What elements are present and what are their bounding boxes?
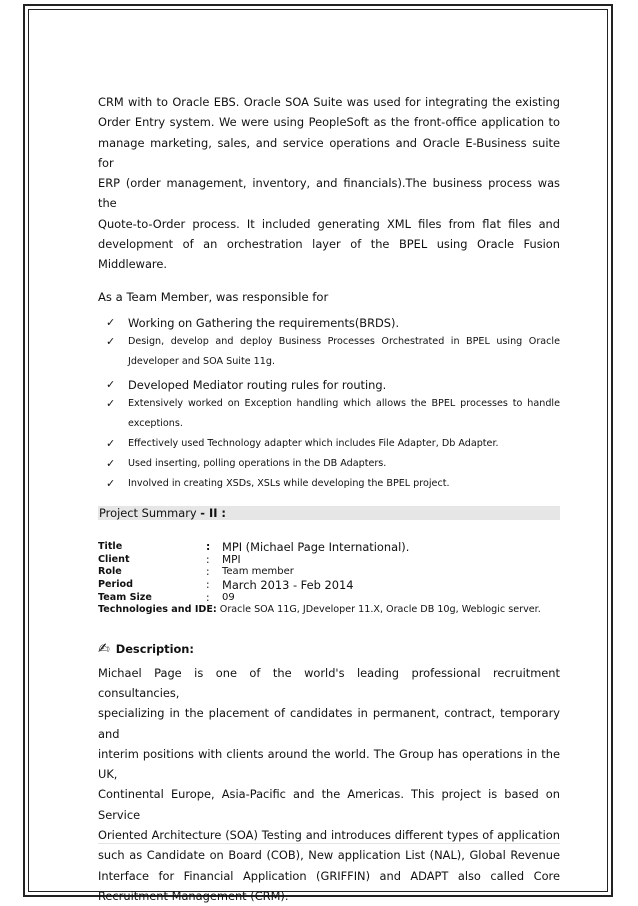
technologies-value: Oracle SOA 11G, JDeveloper 11.X, Oracle DB 10g, Weblogic server. <box>216 603 541 615</box>
client-label: Client <box>98 554 130 566</box>
text-line: Oriented Architecture (SOA) Testing and introduces different types of application <box>98 828 560 843</box>
checkmark-icon: ✓ <box>106 436 116 450</box>
colon: : <box>206 591 210 604</box>
text-line: Continental Europe, Asia-Pacific and the Americas. This project is based on Service <box>98 787 560 822</box>
responsibility-list <box>98 314 560 494</box>
title-label: Title <box>98 541 123 553</box>
text-line: specializing in the placement of candidates in permanent, contract, temporary and <box>98 706 560 741</box>
text-line: such as Candidate on Board (COB), New application List (NAL), Global Revenue <box>98 848 560 863</box>
project-summary-heading <box>98 506 560 520</box>
list-item <box>106 376 560 394</box>
page-content <box>98 92 560 906</box>
technologies-label: Technologies and IDE: <box>98 603 217 615</box>
text-line: manage marketing, sales, and service operations and Oracle E-Business suite for <box>98 135 560 170</box>
list-item <box>106 454 560 474</box>
project-info-table <box>98 540 409 604</box>
list-item <box>106 332 560 372</box>
period-label: Period <box>98 579 134 591</box>
footer-divider <box>98 843 560 844</box>
colon: : <box>206 565 210 578</box>
text-line: Order Entry system. We were using PeopleSoft as the front-office application to <box>98 115 560 130</box>
description-heading-text: Description: <box>115 641 194 656</box>
summary-label: Project Summary <box>99 505 201 520</box>
info-row-title <box>98 540 409 554</box>
team-size-label: Team Size <box>98 592 152 604</box>
checkmark-icon: ✓ <box>106 456 116 470</box>
text-line: CRM with to Oracle EBS. Oracle SOA Suite was used for integrating the existing <box>98 95 560 109</box>
text-line: development of an orchestration layer of the BPEL using Oracle Fusion Middleware. <box>98 237 560 272</box>
list-item-text: Working on Gathering the requirements(BRDS). <box>128 315 400 330</box>
list-item-text: Developed Mediator routing rules for routing. <box>128 377 387 392</box>
list-item <box>106 434 560 454</box>
colon: : <box>206 553 210 566</box>
checkmark-icon: ✓ <box>106 377 116 391</box>
client-value: MPI <box>222 553 241 566</box>
info-row-period <box>98 578 409 592</box>
list-item <box>106 314 560 332</box>
checkmark-icon: ✓ <box>106 396 116 410</box>
list-item-text: Used inserting, polling operations in the DB Adapters. <box>128 457 387 469</box>
checkmark-icon: ✓ <box>106 334 116 348</box>
text-line: interim positions with clients around the world. The Group has operations in the UK, <box>98 746 560 782</box>
checkmark-icon: ✓ <box>106 476 116 490</box>
role-label: Role <box>98 566 122 578</box>
text-line: Recruitment Management (CRM). <box>98 888 289 903</box>
technologies-line <box>98 604 560 615</box>
description-heading <box>98 641 560 657</box>
checkmark-icon: ✓ <box>106 315 116 329</box>
list-item-text: exceptions. <box>128 417 183 429</box>
list-item <box>106 394 560 434</box>
list-item-text: Involved in creating XSDs, XSLs while developing the BPEL project. <box>128 477 450 489</box>
colon: : <box>206 540 211 553</box>
text-line: Quote-to-Order process. It included generating XML files from flat files and <box>98 216 560 231</box>
info-row-role <box>98 566 409 578</box>
description-paragraph <box>98 663 560 906</box>
list-item-text: Design, develop and deploy Business Processes Orchestrated in BPEL using Oracle <box>128 335 560 347</box>
list-item-text: Jdeveloper and SOA Suite 11g. <box>128 355 276 367</box>
role-value: Team member <box>222 566 294 578</box>
team-size-value: 09 <box>222 592 235 604</box>
summary-suffix: - II : <box>200 505 226 520</box>
colon: : <box>206 578 210 591</box>
list-item-text: Extensively worked on Exception handling which allows the BPEL processes to handle <box>128 397 560 409</box>
list-item <box>106 474 560 494</box>
text-line: ERP (order management, inventory, and financials).The business process was the <box>98 176 560 211</box>
title-value: MPI (Michael Page International). <box>222 539 410 554</box>
text-line: Michael Page is one of the world's leading professional recruitment consultancies, <box>98 665 560 700</box>
list-item-text: Effectively used Technology adapter which includes File Adapter, Db Adapter. <box>128 437 499 449</box>
info-row-team-size <box>98 592 409 604</box>
period-value: March 2013 - Feb 2014 <box>222 577 354 592</box>
project-intro-paragraph <box>98 92 560 275</box>
text-line: Interface for Financial Application (GRIFFIN) and ADAPT also called Core <box>98 868 560 883</box>
info-row-client <box>98 554 409 566</box>
responsibility-intro: As a Team Member, was responsible for <box>98 289 329 304</box>
writing-hand-icon: ✍ <box>98 640 110 657</box>
